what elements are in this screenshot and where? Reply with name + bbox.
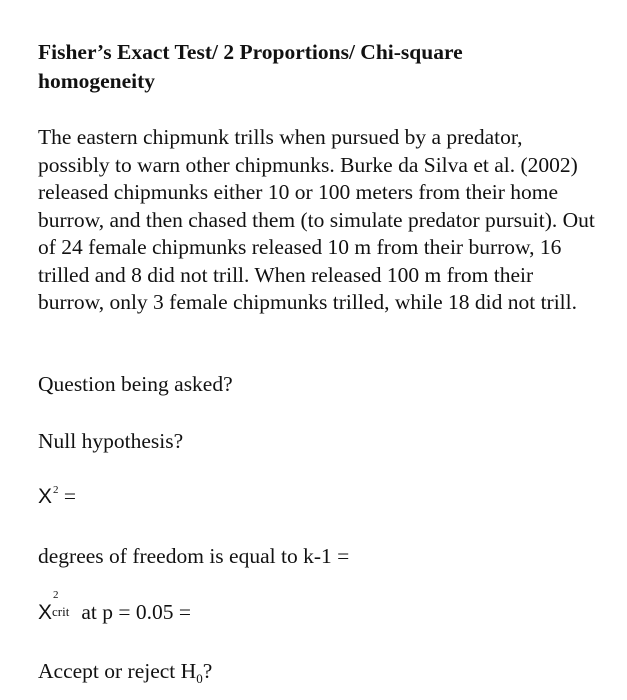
accept-suffix: ?: [202, 659, 213, 683]
title-line-2: homogeneity: [38, 69, 156, 93]
chi-crit-subscript: crit: [52, 604, 70, 619]
chi-crit-superscript: 2: [53, 589, 59, 601]
accept-prefix: Accept or reject H: [38, 659, 197, 683]
chi-superscript: 2: [53, 484, 59, 496]
h0-subscript: 0: [196, 671, 203, 686]
title-line-1: Fisher’s Exact Test/ 2 Proportions/ Chi-square: [38, 40, 463, 64]
chi-crit-scripts: [52, 589, 76, 619]
chi-equals: =: [58, 484, 77, 508]
chi-crit-text: at p = 0.05 =: [76, 600, 192, 624]
chi-critical-line: [38, 589, 598, 627]
document-title: [38, 38, 598, 96]
question-being-asked: Question being asked?: [38, 372, 233, 396]
accept-reject-line: [38, 658, 598, 686]
problem-paragraph: The eastern chipmunk trills when pursued by a predator, possibly to warn other chipmunks. Burke da Silva et al. (2002) released chipmunks either 10 or 100 meters from their home burrow, and then chased them (to simulate predator pursuit). Out of 24 female chipmunks released 10 m from their burrow, 16 trilled and 8 did not trill. When released 100 m from their burrow, only 3 female chipmunks trilled, while 18 did not trill.: [38, 125, 595, 314]
chi-square-line: [38, 483, 598, 511]
chi-crit-symbol: X: [38, 601, 53, 624]
null-hypothesis-question: Null hypothesis?: [38, 429, 184, 453]
degrees-of-freedom-line: degrees of freedom is equal to k-1 =: [38, 544, 350, 568]
chi-symbol: X: [38, 485, 53, 508]
document-page: [38, 38, 598, 686]
